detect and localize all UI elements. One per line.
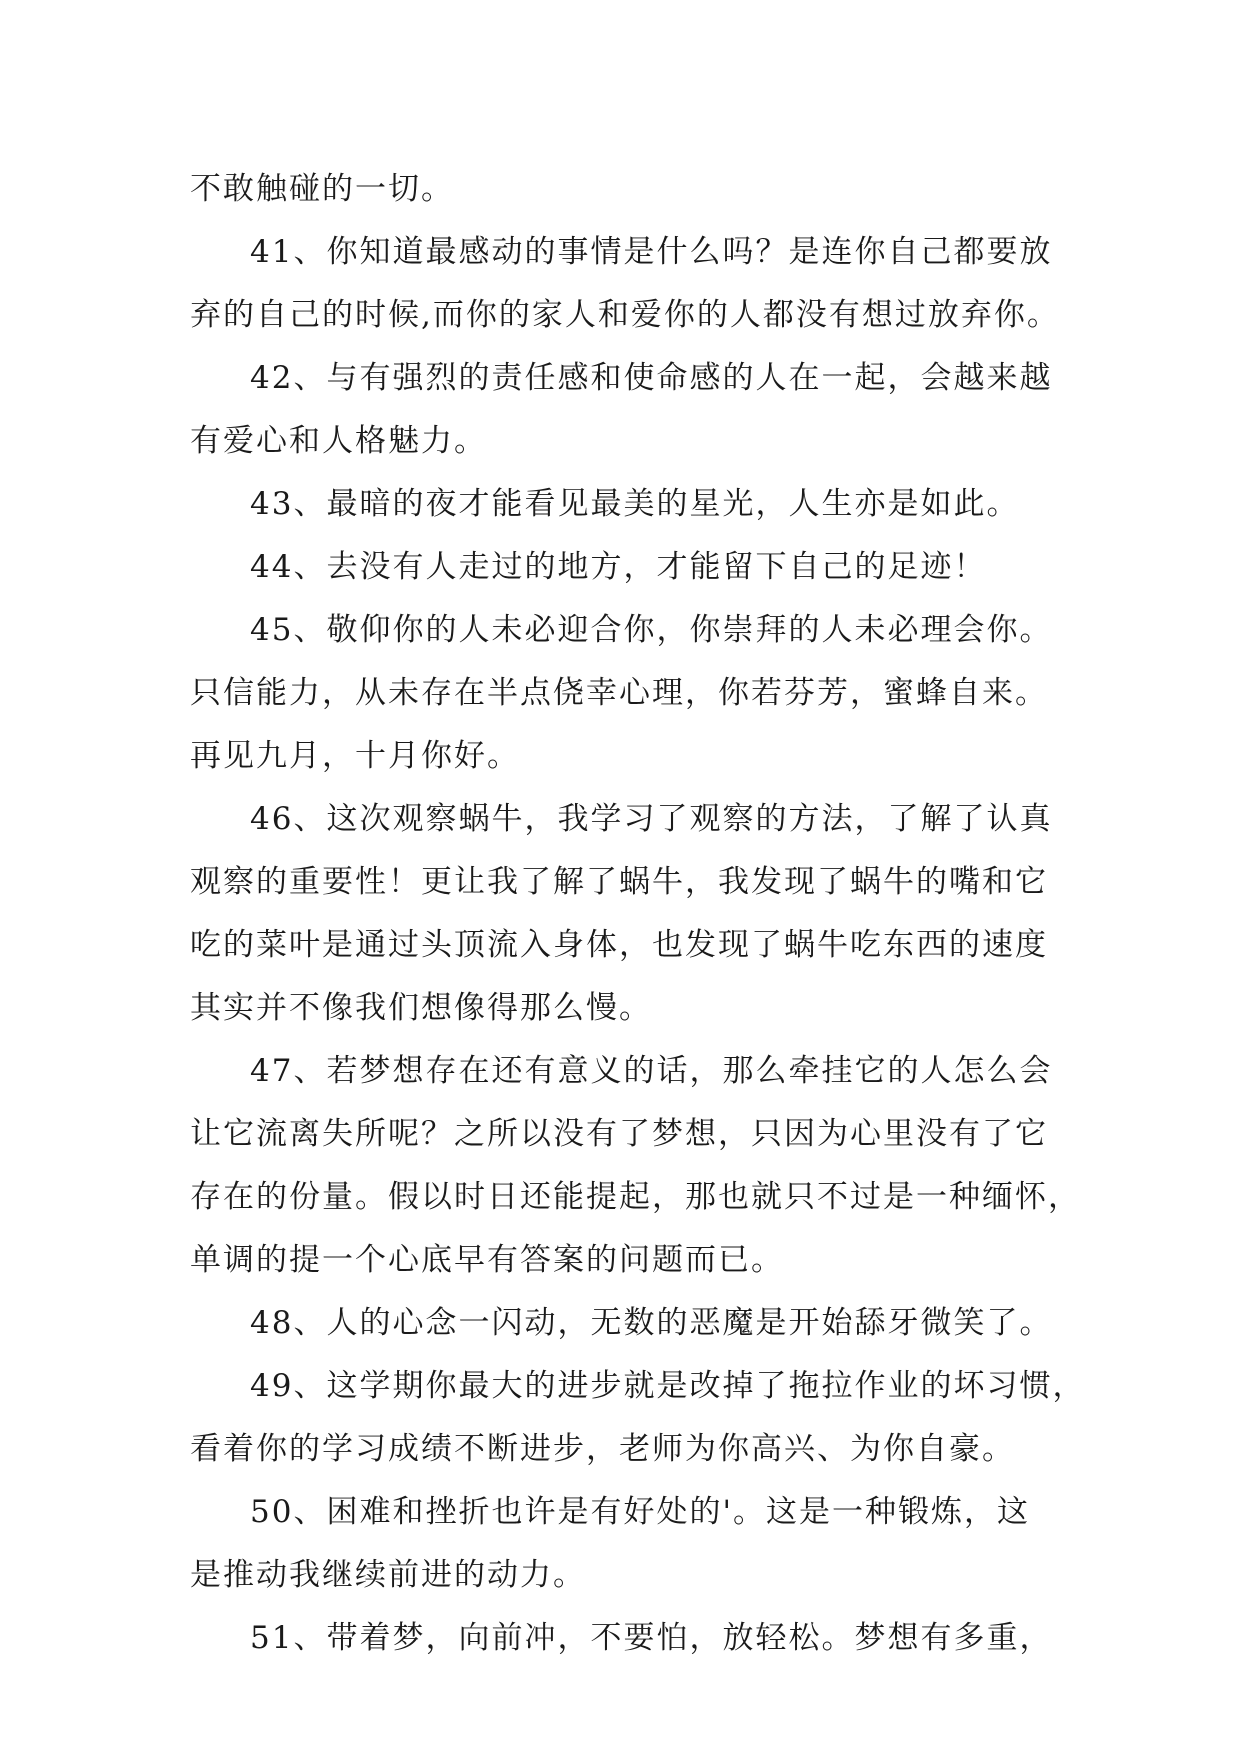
text-line: 看着你的学习成绩不断进步，老师为你高兴、为你自豪。 — [190, 1431, 1015, 1467]
text-line: 41、你知道最感动的事情是什么吗？是连你自己都要放 — [250, 234, 1053, 270]
document-body — [190, 158, 1090, 1670]
text-line: 50、困难和挫折也许是有好处的'。这是一种锻炼，这 — [250, 1494, 1030, 1530]
text-line: 51、带着梦，向前冲，不要怕，放轻松。梦想有多重， — [250, 1620, 1053, 1656]
text-line: 46、这次观察蜗牛，我学习了观察的方法，了解了认真 — [250, 801, 1053, 837]
text-line: 其实并不像我们想像得那么慢。 — [190, 990, 652, 1026]
text-line: 45、敬仰你的人未必迎合你，你崇拜的人未必理会你。 — [250, 612, 1053, 648]
text-line: 49、这学期你最大的进步就是改掉了拖拉作业的坏习惯， — [250, 1368, 1086, 1404]
text-line: 观察的重要性！更让我了解了蜗牛，我发现了蜗牛的嘴和它 — [190, 864, 1048, 900]
text-line: 48、人的心念一闪动，无数的恶魔是开始舔牙微笑了。 — [250, 1305, 1053, 1341]
text-line: 43、最暗的夜才能看见最美的星光，人生亦是如此。 — [250, 486, 1020, 522]
text-line: 让它流离失所呢？之所以没有了梦想，只因为心里没有了它 — [190, 1116, 1048, 1152]
text-line: 再见九月，十月你好。 — [190, 738, 520, 774]
text-line: 47、若梦想存在还有意义的话，那么牵挂它的人怎么会 — [250, 1053, 1053, 1089]
text-line: 有爱心和人格魅力。 — [190, 423, 487, 459]
text-line: 42、与有强烈的责任感和使命感的人在一起，会越来越 — [250, 360, 1053, 396]
text-line: 是推动我继续前进的动力。 — [190, 1557, 586, 1593]
text-line: 44、去没有人走过的地方，才能留下自己的足迹！ — [250, 549, 987, 585]
text-line: 不敢触碰的一切。 — [190, 171, 454, 207]
text-line: 只信能力，从未存在半点侥幸心理，你若芬芳，蜜蜂自来。 — [190, 675, 1048, 711]
text-line: 单调的提一个心底早有答案的问题而已。 — [190, 1242, 784, 1278]
text-line: 吃的菜叶是通过头顶流入身体，也发现了蜗牛吃东西的速度 — [190, 927, 1048, 963]
text-line: 存在的份量。假以时日还能提起，那也就只不过是一种缅怀， — [190, 1179, 1081, 1215]
text-line: 弃的自己的时候,而你的家人和爱你的人都没有想过放弃你。 — [190, 297, 1060, 333]
